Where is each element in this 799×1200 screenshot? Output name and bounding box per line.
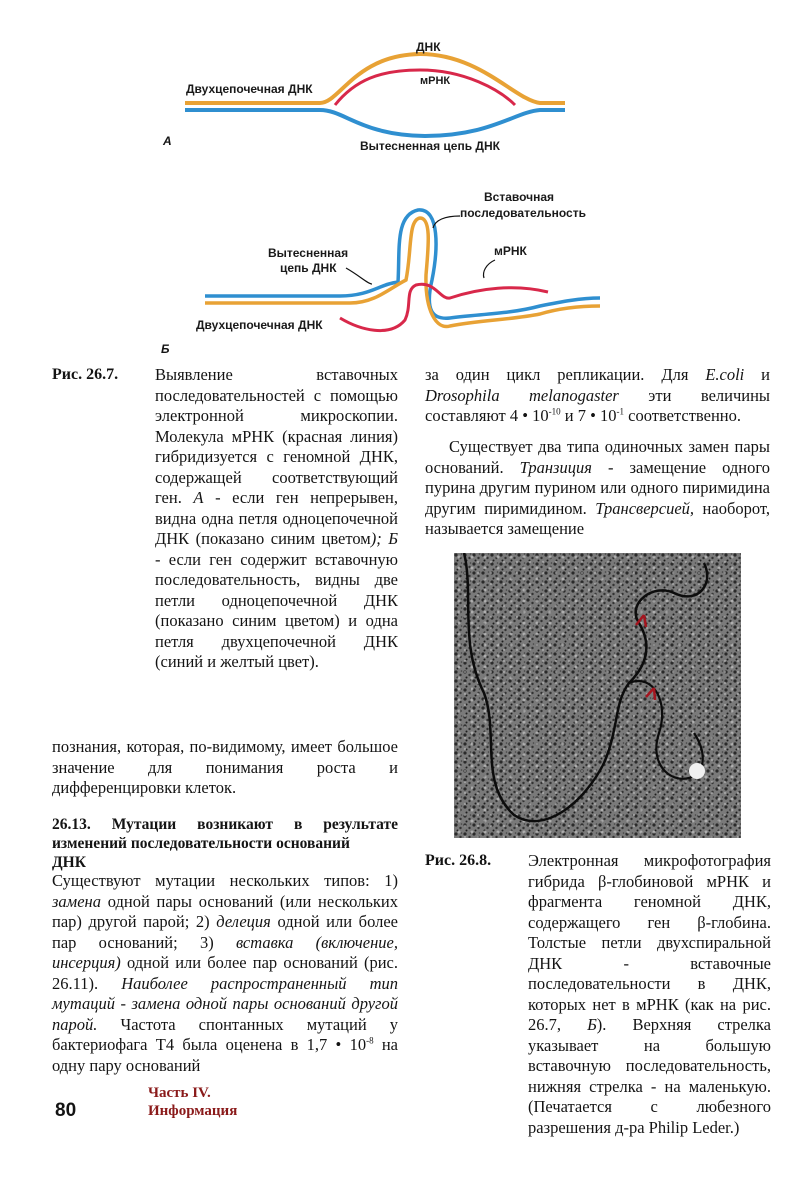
fig-b-displaced-label-1: Вытесненная bbox=[268, 246, 349, 260]
right-paragraph-2: Существует два типа одиночных замен пары оснований. Транзиция - замещение одного пурина другим пурином или одного пиримидина другим пиримидином. Трансверсией, наоборот, называется замещение bbox=[425, 437, 770, 538]
fig-b-panel-letter: Б bbox=[161, 342, 170, 356]
fig-a-mrna-label: мРНК bbox=[420, 75, 451, 87]
fig-b-orange-strand bbox=[205, 218, 600, 327]
fig-a-panel-letter: А bbox=[163, 134, 172, 148]
section-heading: 26.13. Мутации возникают в результате изменений последовательности оснований ДНК bbox=[52, 816, 398, 871]
fig-b-displaced-label-2: цепь ДНК bbox=[280, 261, 337, 275]
figure-a bbox=[170, 30, 570, 160]
micrograph-image bbox=[454, 553, 741, 838]
figure-267-number: Рис. 26.7. bbox=[52, 366, 119, 383]
figure-268-caption: Электронная микрофотография гибрида β-глобиновой мРНК и фрагмента геномной ДНК, содержащего ген β-глобина. Толстые петли двухспиральной ДНК - вставочные последовательности в ДНК, которых нет в мРНК (как на рис. 26.7, Б). Верхняя стрелка указывает на большую вставочную последовательность, нижняя стрелка - на маленькую. (Печатается с любезного разрешения д-ра Philip Leder.) bbox=[528, 851, 772, 1137]
fig-b-mrna-pointer bbox=[483, 260, 495, 278]
fig-a-displaced-label: Вытесненная цепь ДНК bbox=[360, 139, 500, 153]
figure-268-number: Рис. 26.8. bbox=[425, 852, 492, 869]
micrograph-bright-spot bbox=[689, 763, 705, 779]
fig-b-mrna-label: мРНК bbox=[494, 244, 527, 258]
fig-a-blue-strand bbox=[185, 110, 565, 136]
figure-b bbox=[150, 180, 610, 350]
section-paragraph: Существуют мутации нескольких типов: 1) замена одной пары оснований (или нескольких пар) другой парой; 2) делеция одной или более пар оснований; 3) вставка (включение, инсерция) одной или более пар оснований (рис. 26.11). Наиболее распространенный тип мутаций - замена одной пары оснований другой парой. Частота спонтанных мутаций у бактериофага Т4 была оценена в 1,7 • $10^{-8}$ на одну пару оснований bbox=[52, 871, 398, 1075]
page-number: 80 bbox=[55, 1100, 77, 1121]
right-paragraph-1: за один цикл репликации. Для E.coli и Drosophila melanogaster эти величины составляют 4 • $10^{-10}$ и 7 • $10^{-1}$ соответственно. bbox=[425, 365, 770, 425]
fig-a-double-strand-label: Двухцепочечная ДНК bbox=[186, 82, 313, 96]
electron-micrograph bbox=[454, 553, 741, 838]
fig-b-double-strand-label: Двухцепочечная ДНК bbox=[196, 318, 323, 332]
fig-b-insert-label-1: Вставочная bbox=[484, 190, 555, 204]
fig-b-insert-label-2: последовательность bbox=[460, 206, 586, 220]
fig-a-dna-label: ДНК bbox=[416, 40, 441, 54]
fig-b-displaced-pointer bbox=[346, 268, 372, 284]
left-paragraph-1: познания, которая, по-видимому, имеет большое значение для понимания роста и дифференцировки клеток. bbox=[52, 737, 398, 797]
figure-267-caption: Выявление вставочных последовательностей с помощью электронной микроскопии. Молекула мРНК (красная линия) гибридизуется с геномной ДНК, содержащей соответствующий ген. А - если ген непрерывен, видна одна петля одноцепочечной ДНК (показано синим цветом); Б - если ген содержит вставочную последовательность, видны две петли одноцепочечной ДНК (показано синим цветом) и одна петля двухцепочечной ДНК (синий и желтый цвет). bbox=[155, 365, 399, 671]
part-label: Часть IV. Информация bbox=[148, 1085, 238, 1119]
fig-b-insert-pointer bbox=[433, 216, 460, 228]
